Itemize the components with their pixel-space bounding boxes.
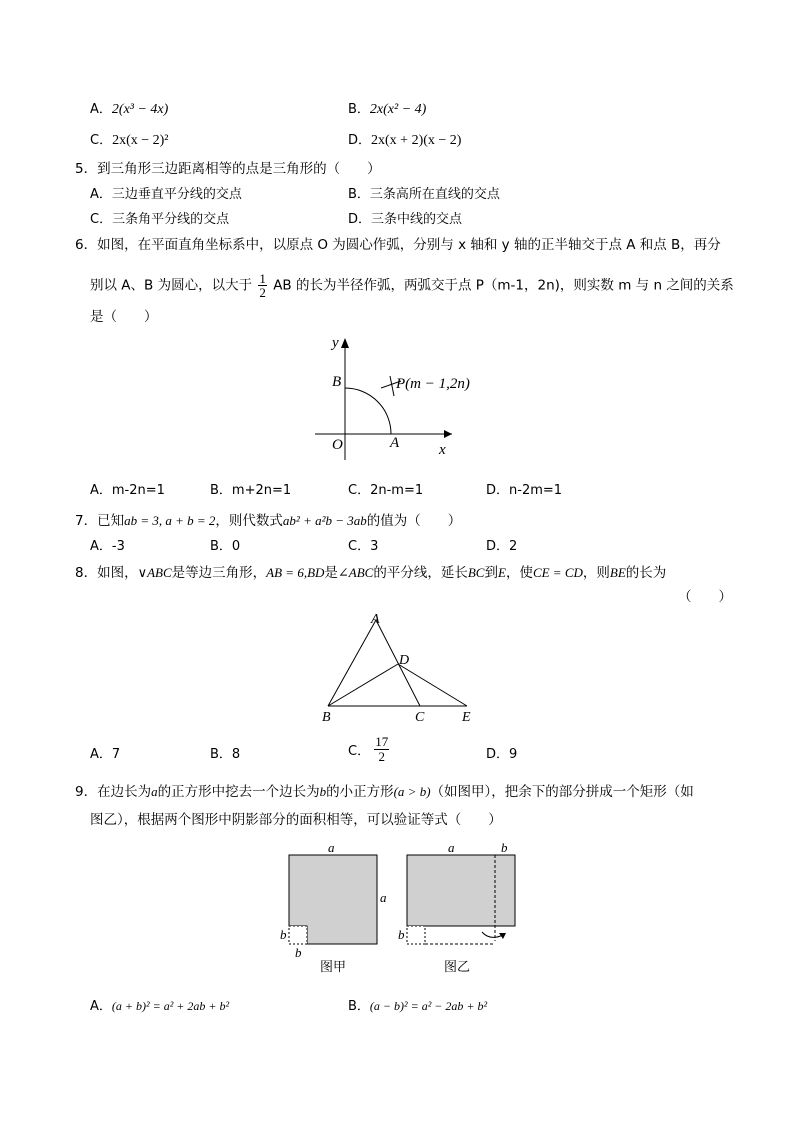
q8-math: E: [497, 565, 506, 580]
option-label: A．: [90, 999, 112, 1014]
y-label: y: [332, 335, 339, 351]
option-label: C．: [90, 133, 113, 148]
q7-option-c: C．3: [348, 539, 379, 554]
q6-stem-line1: 6．如图，在平面直角坐标系中，以原点 O 为圆心作弧，分别与 x 轴和 y 轴的正半轴交于点 A 和点 B，再分: [75, 237, 721, 253]
fig2-label-b-top: b: [501, 840, 508, 855]
q5-option-c: C．三条角平分线的交点: [90, 212, 230, 227]
q7-given: ab = 3, a + b = 2: [124, 513, 216, 528]
arc-o: [345, 388, 391, 434]
point-c-label: C: [415, 710, 425, 725]
option-label: B．: [348, 102, 370, 117]
q8-math: AB = 6,BD: [266, 565, 325, 580]
q8-math: BE: [609, 565, 626, 580]
q5-option-b: B．三条高所在直线的交点: [348, 187, 500, 202]
q8-text: 8．如图，: [75, 565, 138, 581]
q5-option-a: A．三边垂直平分线的交点: [90, 187, 242, 202]
q9-text: （如图甲），把余下的部分拼成一个矩形（如: [430, 784, 694, 800]
q4-option-b: [348, 98, 426, 118]
point-a-label: A: [390, 435, 400, 451]
q6-option-d: D．n-2m=1: [486, 483, 563, 498]
fig1-label-a-right: a: [380, 890, 387, 905]
q9-text: 9．在边长为: [75, 784, 152, 800]
option-expr: (a + b)² = a² + 2ab + b²: [111, 999, 230, 1013]
fraction-numerator: 17: [375, 734, 389, 749]
q8-option-b: B．8: [210, 747, 241, 762]
fraction-numerator: 1: [259, 271, 266, 286]
fig2-caption: 图乙: [444, 959, 471, 974]
fig2-shaded-rectangle: [407, 855, 515, 926]
q9-math: b: [319, 784, 327, 799]
fig1-caption: 图甲: [320, 959, 347, 974]
q8-option-a: A．7: [90, 747, 121, 762]
q8-math: ∨ABC: [137, 565, 172, 580]
point-a-label: A: [371, 612, 380, 627]
q6-fraction: [258, 272, 267, 299]
q8-option-d: D．9: [486, 747, 518, 762]
q7-expression: ab² + a²b − 3ab: [282, 513, 367, 528]
q7-option-b: B．0: [210, 539, 241, 554]
y-axis-arrow-icon: [341, 338, 349, 348]
q7-option-d: D．2: [486, 539, 518, 554]
q6-text: AB 的长为半径作弧，两弧交于点 P（m-1，2n)，则实数 m 与 n 之间的关系: [273, 277, 734, 294]
q8-text: 是等边三角形，: [171, 565, 267, 581]
q4-option-c: [90, 129, 169, 149]
arc-mark-2: [390, 376, 394, 396]
fraction-denominator: 2: [378, 749, 385, 764]
option-label: C．: [348, 744, 371, 759]
q6-figure: [310, 330, 470, 460]
fig1-label-a-top: a: [328, 840, 335, 855]
origin-label: O: [332, 437, 343, 453]
option-expr: (a − b)² = a² − 2ab + b²: [369, 999, 488, 1013]
q9-stem-line1: [75, 780, 694, 800]
q6-option-c: C．2n-m=1: [348, 483, 424, 498]
q6-stem-line3: 是（ ）: [90, 309, 158, 325]
segment-de: [398, 664, 467, 706]
option-label: A．: [90, 102, 112, 117]
q6-option-b: B．m+2n=1: [210, 483, 292, 498]
fig1-removed-square: [289, 926, 307, 944]
point-b-label: B: [332, 374, 342, 390]
point-e-label: E: [462, 710, 471, 725]
fraction-denominator: 2: [259, 285, 266, 300]
q9-option-b: [348, 995, 487, 1014]
fig1-label-b-left: b: [280, 927, 287, 942]
option-label: D．: [348, 133, 372, 148]
segment-ab: [328, 620, 376, 706]
q8-text: 的平分线，延长: [373, 565, 468, 581]
fig2-label-b-left: b: [398, 927, 405, 942]
q7-option-a: A．-3: [90, 539, 125, 554]
option-expr: 2x(x − 2)²: [112, 133, 169, 148]
q8-option-c: [348, 735, 389, 764]
point-p-label: P(m − 1,2n): [396, 376, 470, 392]
q5-option-d: D．三条中线的交点: [348, 212, 463, 227]
option-expr: 2(x³ − 4x): [111, 102, 169, 117]
q7-stem: [75, 509, 461, 529]
q9-option-a: [90, 995, 229, 1014]
segment-bd: [328, 664, 398, 706]
q6-text: 别以 A、B 为圆心，以大于: [90, 277, 253, 294]
option-label: B．: [348, 999, 370, 1014]
q6-stem-line2: [90, 272, 734, 299]
option-expr: 2x(x² − 4): [369, 102, 427, 117]
q8-text: ，使: [505, 565, 533, 581]
q8-figure: [315, 610, 485, 725]
q8-text: 到: [484, 565, 498, 581]
fig2-move-arrow: [482, 932, 503, 937]
segment-ac: [376, 620, 420, 706]
q7-text: 7．已知: [75, 513, 125, 529]
q9-text: 的小正方形: [326, 784, 394, 800]
q9-math: a: [151, 784, 158, 799]
fig2-label-a-top: a: [448, 840, 455, 855]
q9-figure: [276, 838, 526, 978]
option-expr: 2x(x + 2)(x − 2): [371, 133, 462, 148]
q9-stem-line2: 图乙），根据两个图形中阴影部分的面积相等，可以验证等式（ ）: [90, 812, 502, 828]
q9-math: (a > b): [393, 784, 431, 799]
q9-text: 的正方形中挖去一个边长为: [157, 784, 320, 800]
q8-math: CE = CD: [532, 565, 583, 580]
q6-option-a: A．m-2n=1: [90, 483, 165, 498]
fig2-removed-square: [407, 926, 425, 944]
x-axis-arrow-icon: [444, 430, 452, 438]
q5-stem: 5．到三角形三边距离相等的点是三角形的（ ）: [75, 161, 381, 177]
q4-option-a: [90, 98, 168, 118]
point-b-label: B: [322, 710, 331, 725]
q8-text: 的长为: [625, 565, 667, 581]
fig1-label-b-bottom: b: [295, 945, 302, 960]
q8-fraction: [374, 735, 389, 764]
q8-math: BC: [467, 565, 485, 580]
q8-text: ，则: [582, 565, 610, 581]
point-d-label: D: [399, 653, 410, 668]
x-label: x: [439, 442, 446, 458]
q8-stem: [75, 561, 666, 581]
q7-text: ，则代数式: [215, 513, 283, 529]
q7-text: 的值为（ ）: [366, 513, 462, 529]
q8-answer-paren: （ ）: [678, 589, 732, 605]
q8-math: ∠ABC: [337, 565, 374, 580]
q8-text: 是: [324, 565, 338, 581]
q4-option-d: [348, 129, 461, 149]
